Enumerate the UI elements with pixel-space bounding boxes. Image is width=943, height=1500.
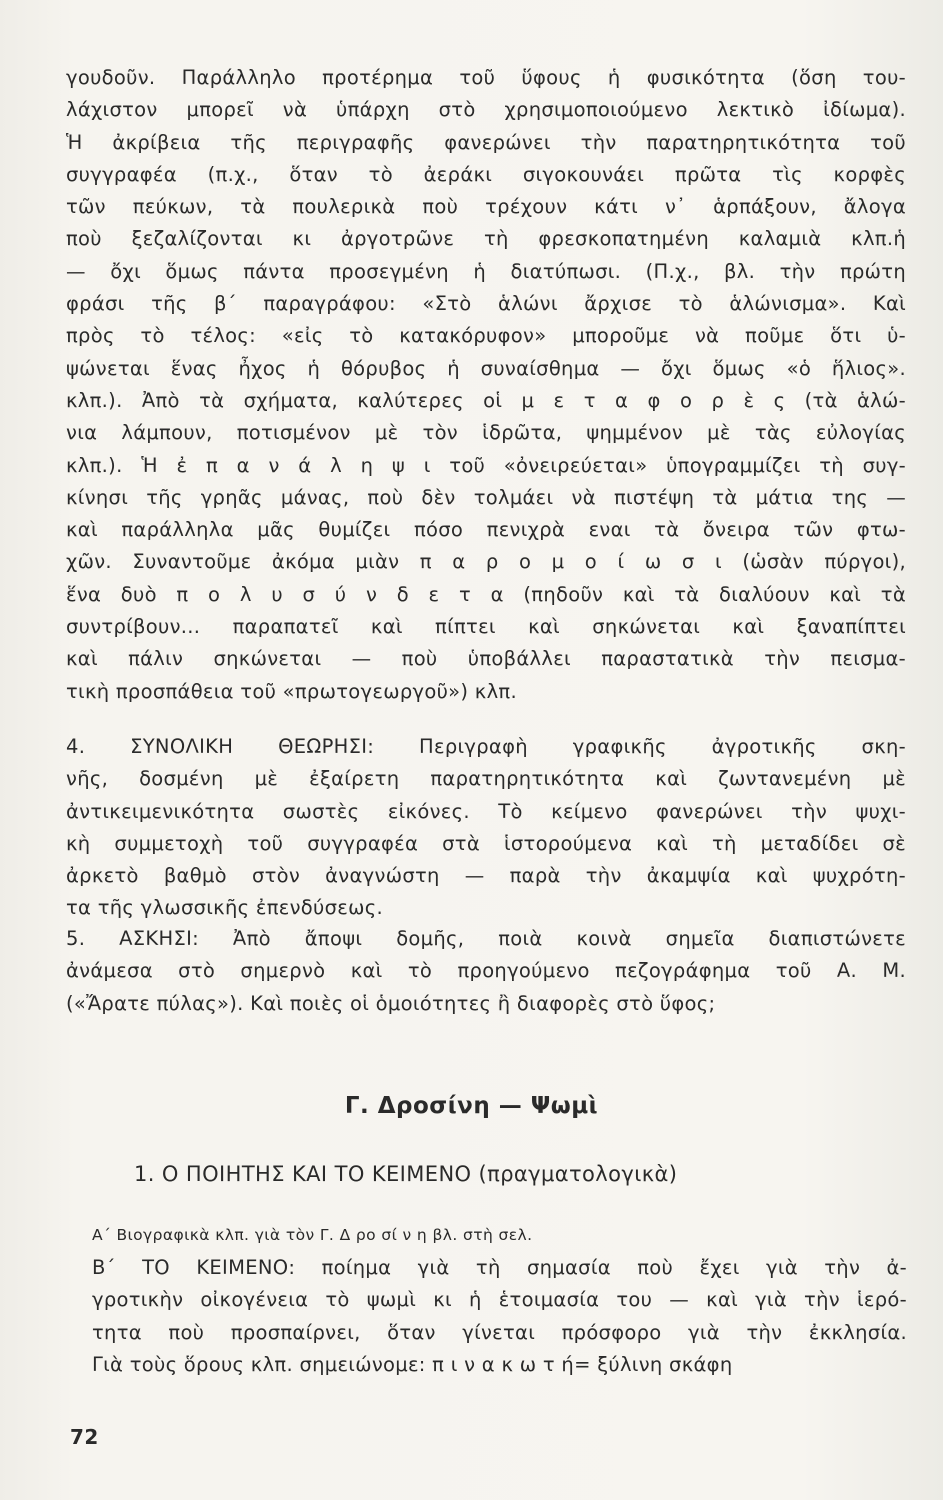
text-line: συγγραφέα (π.χ., ὅταν τὸ ἀεράκι σιγοκουνάει πρῶτα τὶς κορφὲς bbox=[66, 162, 906, 186]
text-line: 5. ΑΣΚΗΣΙ: Ἀπὸ ἄποψι δομῆς, ποιὰ κοινὰ σημεῖα διαπιστώνετε bbox=[66, 927, 906, 950]
text-line: γροτικὴν οἰκογένεια τὸ ψωμὶ κι ἡ ἑτοιμασία του — καὶ γιὰ τὴν ἱερό- bbox=[92, 1288, 907, 1312]
text-line: ποὺ ξεζαλίζονται κι ἀργοτρῶνε τὴ φρεσκοπατημένη καλαμιὰ κλπ.ἡ bbox=[66, 227, 906, 251]
biography-reference: Α΄ Βιογραφικὰ κλπ. γιὰ τὸν Γ. Δ ρο σί ν η βλ. στὴ σελ. bbox=[92, 1226, 533, 1244]
text-line: κὴ συμμετοχὴ τοῦ συγγραφέα στὰ ἱστορούμενα καὶ τὴ μεταδίδει σὲ bbox=[66, 831, 906, 855]
text-line: καὶ παράλληλα μᾶς θυμίζει πόσο πενιχρὰ εναι τὰ ὄνειρα τῶν φτω- bbox=[66, 518, 906, 542]
section-4-overall-view bbox=[66, 731, 906, 925]
text-line: χῶν. Συναντοῦμε ἀκόμα μιὰν π α ρ ο μ ο ί ω σ ι (ὡσὰν πύργοι), bbox=[66, 550, 906, 574]
text-line: κίνησι τῆς γρηᾶς μάνας, ποὺ δὲν τολμάει νὰ πιστέψη τὰ μάτια της — bbox=[66, 485, 906, 509]
text-line: 4. ΣΥΝΟΛΙΚΗ ΘΕΩΡΗΣΙ: Περιγραφὴ γραφικῆς ἀγροτικῆς σκη- bbox=[66, 735, 906, 758]
page-number: 72 bbox=[70, 1425, 99, 1449]
text-line: πρὸς τὸ τέλος: «εἰς τὸ κατακόρυφον» μποροῦμε νὰ ποῦμε ὅτι ὑ- bbox=[66, 324, 906, 348]
section-title: Γ. Δροσίνη — Ψωμὶ bbox=[344, 1093, 599, 1119]
section-5-exercise bbox=[66, 923, 906, 1020]
text-line: φράσι τῆς β΄ παραγράφου: «Στὸ ἁλώνι ἄρχισε τὸ ἁλώνισμα». Καὶ bbox=[66, 292, 906, 316]
text-line: ψώνεται ἕνας ἦχος ἡ θόρυβος ἡ συναίσθημα — ὄχι ὅμως «ὁ ἥλιος». bbox=[66, 356, 906, 380]
text-line: καὶ πάλιν σηκώνεται — ποὺ ὑποβάλλει παραστατικὰ τὴν πεισμα- bbox=[66, 647, 906, 671]
text-line: Γιὰ τοὺς ὅρους κλπ. σημειώνομε: π ι ν α κ ω τ ή= ξύλινη σκάφη bbox=[92, 1352, 733, 1376]
text-line: Β΄ ΤΟ ΚΕΙΜΕΝΟ: ποίημα γιὰ τὴ σημασία ποὺ ἔχει γιὰ τὴν ἀ- bbox=[92, 1256, 907, 1279]
text-line: κλπ.). Ἡ ἐ π α ν ά λ η ψ ι τοῦ «ὀνειρεύεται» ὑπογραμμίζει τὴ συγ- bbox=[66, 453, 906, 477]
text-line: τῶν πεύκων, τὰ πουλερικὰ ποὺ τρέχουν κάτι ν᾽ ἁρπάξουν, ἄλογα bbox=[66, 195, 906, 219]
text-line: ἀρκετὸ βαθμὸ στὸν ἀναγνώστη — παρὰ τὴν ἀκαμψία καὶ ψυχρότη- bbox=[66, 864, 906, 888]
text-line: — ὄχι ὅμως πάντα προσεγμένη ἡ διατύπωσι. (Π.χ., βλ. τὴν πρώτη bbox=[66, 259, 906, 283]
text-line: συντρίβουν... παραπατεῖ καὶ πίπτει καὶ σηκώνεται καὶ ξαναπίπτει bbox=[66, 615, 906, 639]
text-line: κλπ.). Ἀπὸ τὰ σχήματα, καλύτερες οἱ μ ε τ α φ ο ρ ὲ ς (τὰ ἁλώ- bbox=[66, 388, 906, 412]
text-section-b bbox=[92, 1252, 907, 1381]
text-line: λάχιστον μπορεῖ νὰ ὑπάρχη στὸ χρησιμοποιούμενο λεκτικὸ ἰδίωμα). bbox=[66, 98, 906, 122]
text-line: τα τῆς γλωσσικῆς ἐπενδύσεως. bbox=[66, 896, 383, 920]
text-line: ἀντικειμενικότητα σωστὲς εἰκόνες. Τὸ κείμενο φανερώνει τὴν ψυχι- bbox=[66, 799, 906, 823]
subheading: 1. Ο ΠΟΙΗΤΗΣ ΚΑΙ ΤΟ ΚΕΙΜΕΝΟ (πραγματολογικὰ) bbox=[134, 1162, 678, 1186]
text-line: τικὴ προσπάθεια τοῦ «πρωτογεωργοῦ») κλπ. bbox=[66, 679, 517, 703]
text-line: ἀνάμεσα στὸ σημερνὸ καὶ τὸ προηγούμενο πεζογράφημα τοῦ Α. Μ. bbox=[66, 959, 906, 983]
text-line: Ἡ ἀκρίβεια τῆς περιγραφῆς φανερώνει τὴν παρατηρητικότητα τοῦ bbox=[66, 130, 906, 154]
text-line: νῆς, δοσμένη μὲ ἐξαίρετη παρατηρητικότητα καὶ ζωντανεμένη μὲ bbox=[66, 767, 906, 791]
text-line: τητα ποὺ προσπαίρνει, ὅταν γίνεται πρόσφορο γιὰ τὴν ἐκκλησία. bbox=[92, 1320, 907, 1344]
paragraph-continuation bbox=[66, 62, 906, 708]
text-line: ἕνα δυὸ π ο λ υ σ ύ ν δ ε τ α (πηδοῦν καὶ τὰ διαλύουν καὶ τὰ bbox=[66, 582, 906, 606]
text-line: γουδοῦν. Παράλληλο προτέρημα τοῦ ὕφους ἡ φυσικότητα (ὅση του- bbox=[66, 66, 906, 89]
text-line: νια λάμπουν, ποτισμένον μὲ τὸν ἱδρῶτα, ψημμένον μὲ τὰς εὐλογίας bbox=[66, 421, 906, 445]
text-line: («Ἄρατε πύλας»). Καὶ ποιὲς οἱ ὁμοιότητες ἢ διαφορὲς στὸ ὕφος; bbox=[66, 991, 716, 1015]
